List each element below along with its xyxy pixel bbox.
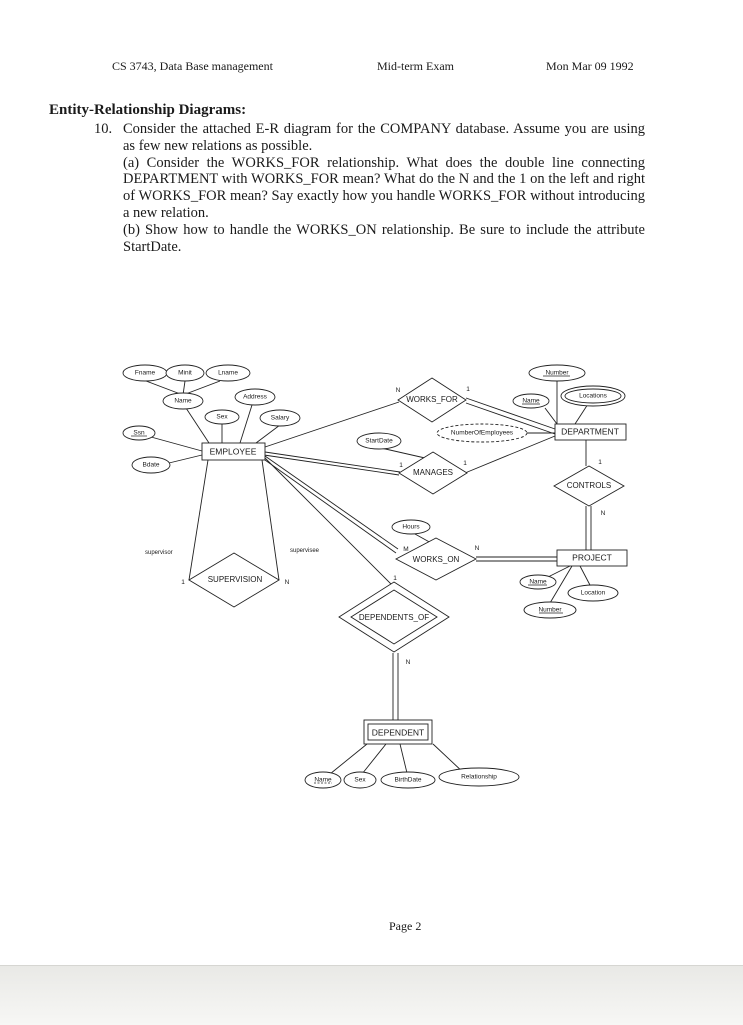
question-part-b: (b) Show how to handle the WORKS_ON relationship. Be sure to include the attribute StartDate. — [123, 221, 645, 255]
entity-dependent: DEPENDENT — [371, 727, 425, 738]
attr-relationship: Relationship — [461, 773, 497, 781]
attr-employee-name: Name — [174, 397, 192, 405]
question-part-a: (a) Consider the WORKS_FOR relationship. What does the double line connecting DEPARTMENT with WORKS_FOR mean? What do the N and the 1 on the left and right of WORKS_FOR mean? Say exactly how you handle WORKS_FOR without introducing a new relation. — [123, 154, 645, 221]
attr-minit: Minit — [178, 369, 192, 377]
attr-fname: Fname — [134, 369, 156, 377]
entity-department: DEPARTMENT — [561, 426, 619, 437]
relationship-works-for: WORKS_FOR — [406, 395, 458, 405]
card-works-on-project: N — [474, 545, 480, 552]
attr-dependent-sex: Sex — [354, 776, 366, 784]
attr-bdate: Bdate — [142, 461, 160, 469]
date-header: Mon Mar 09 1992 — [546, 59, 634, 73]
attr-project-number: Number — [538, 606, 562, 614]
attr-hours: Hours — [402, 523, 420, 531]
attr-department-name: Name — [522, 397, 540, 405]
exam-header: Mid-term Exam — [377, 59, 454, 73]
course-header: CS 3743, Data Base management — [112, 59, 273, 73]
page-number: Page 2 — [389, 919, 422, 933]
card-dependents-of-employee: 1 — [393, 575, 397, 582]
attr-start-date: StartDate — [365, 437, 393, 445]
section-title: Entity-Relationship Diagrams: — [49, 102, 247, 118]
attr-dependent-name: Name — [314, 776, 332, 784]
role-supervisee: supervisee — [290, 548, 320, 554]
card-manages-department: 1 — [463, 460, 467, 467]
relationship-dependents-of: DEPENDENTS_OF — [358, 613, 430, 623]
attr-locations: Locations — [579, 392, 607, 400]
attr-ssn: Ssn — [133, 429, 145, 437]
attr-department-number: Number — [545, 369, 569, 377]
relationship-works-on: WORKS_ON — [412, 555, 460, 565]
card-manages-employee: 1 — [399, 462, 403, 469]
card-works-on-employee: M — [403, 546, 409, 553]
card-works-for-department: 1 — [466, 386, 470, 393]
attr-birth-date: BirthDate — [394, 776, 422, 784]
attr-number-of-employees: NumberOfEmployees — [450, 429, 514, 437]
attr-lname: Lname — [218, 369, 238, 377]
question-number: 10. — [94, 121, 113, 137]
card-works-for-employee: N — [395, 387, 401, 394]
card-dependents-of-dependent: N — [405, 659, 411, 666]
attr-project-name: Name — [529, 578, 547, 586]
relationship-manages: MANAGES — [412, 468, 454, 478]
role-supervisor: supervisor — [145, 550, 173, 556]
entity-employee: EMPLOYEE — [209, 446, 257, 457]
card-controls-department: 1 — [598, 459, 602, 466]
attr-sex: Sex — [216, 413, 228, 421]
card-supervision-supervisor: 1 — [181, 579, 185, 586]
relationship-supervision: SUPERVISION — [207, 575, 263, 585]
attr-salary: Salary — [270, 414, 290, 422]
scan-margin — [0, 965, 743, 1025]
attr-address: Address — [243, 393, 267, 401]
entity-project: PROJECT — [572, 552, 612, 563]
card-supervision-supervisee: N — [284, 579, 290, 586]
card-controls-project: N — [600, 510, 606, 517]
question-intro: Consider the attached E-R diagram for the COMPANY database. Assume you are using as few new relations as possible. — [123, 121, 645, 154]
attr-project-location: Location — [580, 589, 606, 597]
relationship-controls: CONTROLS — [566, 481, 612, 491]
